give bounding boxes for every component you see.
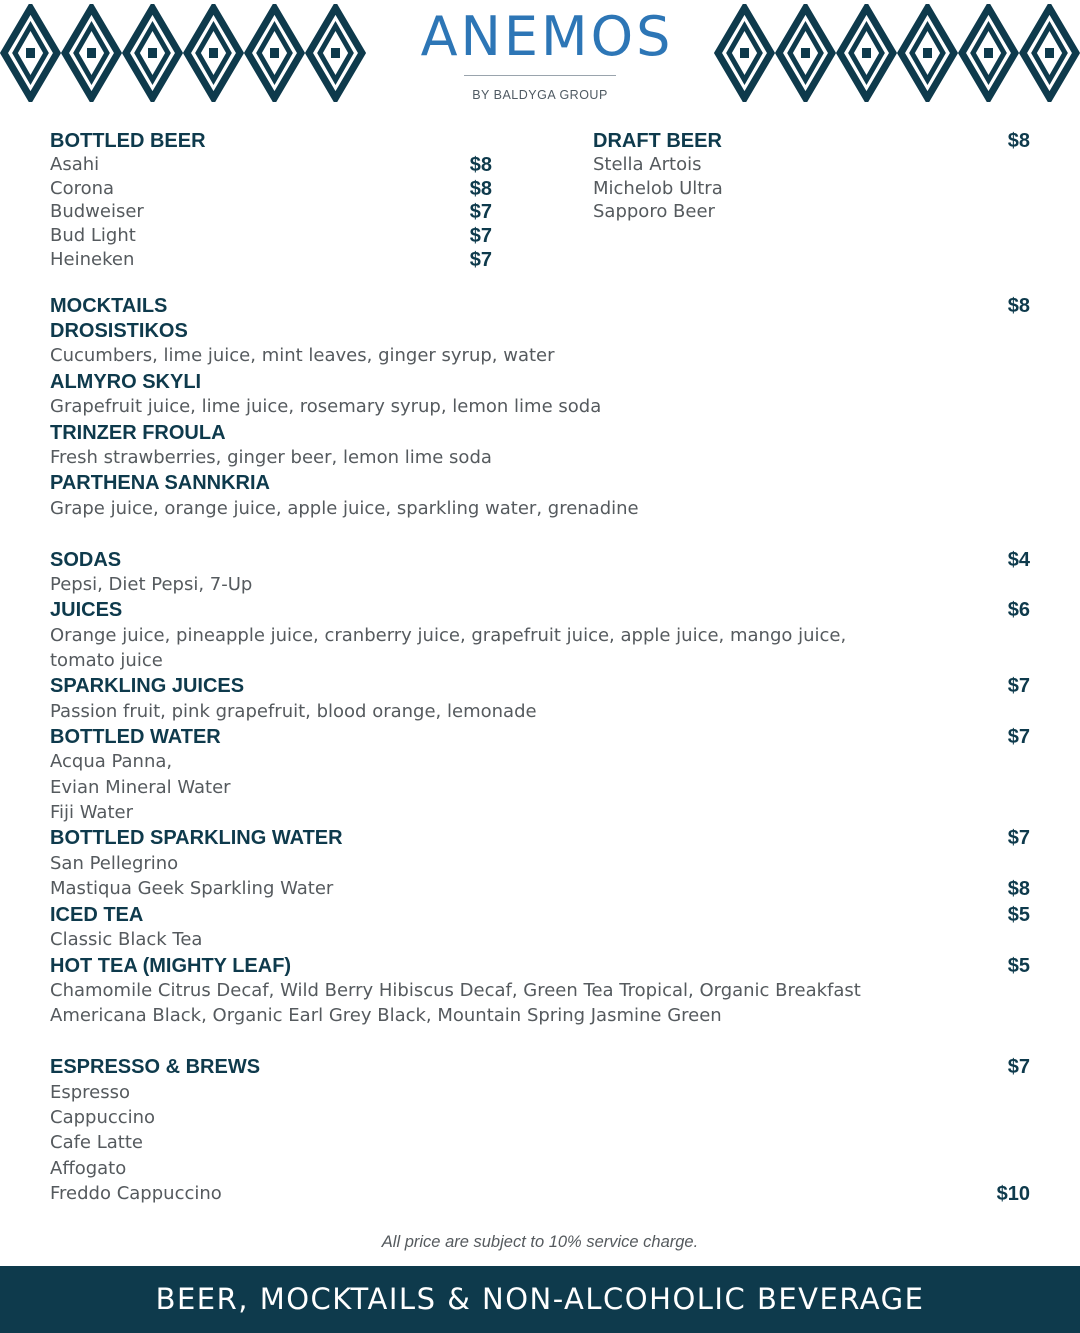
bottled-sparkling-water-price: $7 (1007, 827, 1030, 849)
menu-item-name: Cafe Latte (50, 1132, 143, 1153)
mocktail-description: Grape juice, orange juice, apple juice, sparkling water, grenadine (50, 498, 639, 519)
menu-item-name: Budweiser (50, 201, 144, 222)
menu-item-price: $7 (469, 225, 492, 247)
decorative-pattern-left (0, 4, 366, 102)
draft-beer-title: DRAFT BEER (593, 130, 722, 152)
bottled-beer-title: BOTTLED BEER (50, 130, 206, 152)
espresso-price: $7 (1007, 1056, 1030, 1078)
menu-item-name: Espresso (50, 1082, 131, 1103)
menu-item-name: Acqua Panna, (50, 751, 173, 772)
mocktail-description: Fresh strawberries, ginger beer, lemon lime soda (50, 447, 492, 468)
service-charge-note: All price are subject to 10% service charge. (381, 1233, 699, 1251)
menu-item-name: Evian Mineral Water (50, 777, 231, 798)
footer-title: BEER, MOCKTAILS & NON-ALCOHOLIC BEVERAGE (155, 1282, 925, 1316)
mocktail-name: ALMYRO SKYLI (50, 371, 202, 393)
juices-description: Orange juice, pineapple juice, cranberry juice, grapefruit juice, apple juice, mango juice, (50, 625, 847, 646)
decorative-pattern-right (714, 4, 1080, 102)
hot-tea-price: $5 (1007, 955, 1030, 977)
menu-item-name: Mastiqua Geek Sparkling Water (50, 878, 334, 899)
logo-divider (464, 75, 616, 76)
menu-item-name: San Pellegrino (50, 853, 179, 874)
espresso-title: ESPRESSO & BREWS (50, 1056, 261, 1078)
menu-item-price: $8 (469, 178, 492, 200)
hot-tea-title: HOT TEA (MIGHTY LEAF) (50, 955, 292, 977)
hot-tea-description: Chamomile Citrus Decaf, Wild Berry Hibiscus Decaf, Green Tea Tropical, Organic Breakfast (50, 980, 861, 1001)
mocktail-description: Cucumbers, lime juice, mint leaves, ginger syrup, water (50, 345, 555, 366)
iced-tea-title: ICED TEA (50, 904, 144, 926)
sodas-title: SODAS (50, 549, 122, 571)
menu-item-price: $7 (469, 201, 492, 223)
juices-description: tomato juice (50, 650, 163, 671)
menu-item-name: Freddo Cappuccino (50, 1183, 222, 1204)
menu-item-name: Bud Light (50, 225, 136, 246)
menu-item-name: Corona (50, 178, 115, 199)
menu-item-name: Asahi (50, 154, 100, 175)
brand-subtitle: BY BALDYGA GROUP (472, 88, 608, 102)
bottled-sparkling-water-title: BOTTLED SPARKLING WATER (50, 827, 343, 849)
bottled-water-title: BOTTLED WATER (50, 726, 221, 748)
draft-beer-price: $8 (1007, 130, 1030, 152)
mocktail-name: DROSISTIKOS (50, 320, 188, 342)
sparkling-juices-price: $7 (1007, 675, 1030, 697)
mocktail-name: PARTHENA SANNKRIA (50, 472, 270, 494)
iced-tea-description: Classic Black Tea (50, 929, 203, 950)
mocktail-name: TRINZER FROULA (50, 422, 226, 444)
juices-price: $6 (1007, 599, 1030, 621)
hot-tea-description: Americana Black, Organic Earl Grey Black, Mountain Spring Jasmine Green (50, 1005, 722, 1026)
mocktails-title: MOCKTAILS (50, 295, 168, 317)
menu-item-price: $7 (469, 249, 492, 271)
sparkling-juices-description: Passion fruit, pink grapefruit, blood orange, lemonade (50, 701, 537, 722)
iced-tea-price: $5 (1007, 904, 1030, 926)
sodas-price: $4 (1007, 549, 1030, 571)
menu-item-name: Heineken (50, 249, 135, 270)
menu-item-name: Stella Artois (593, 154, 702, 175)
juices-title: JUICES (50, 599, 123, 621)
menu-item-name: Cappuccino (50, 1107, 156, 1128)
menu-item-name: Michelob Ultra (593, 178, 723, 199)
menu-item-price: $8 (469, 154, 492, 176)
sparkling-juices-title: SPARKLING JUICES (50, 675, 245, 697)
menu-item-price: $8 (1007, 878, 1030, 900)
menu-item-name: Fiji Water (50, 802, 133, 823)
bottled-water-price: $7 (1007, 726, 1030, 748)
menu-item-price: $10 (996, 1183, 1030, 1205)
sodas-description: Pepsi, Diet Pepsi, 7-Up (50, 574, 253, 595)
mocktail-description: Grapefruit juice, lime juice, rosemary syrup, lemon lime soda (50, 396, 602, 417)
brand-logo: ANEMOS (420, 5, 674, 68)
menu-item-name: Affogato (50, 1158, 127, 1179)
mocktails-price: $8 (1007, 295, 1030, 317)
menu-item-name: Sapporo Beer (593, 201, 715, 222)
